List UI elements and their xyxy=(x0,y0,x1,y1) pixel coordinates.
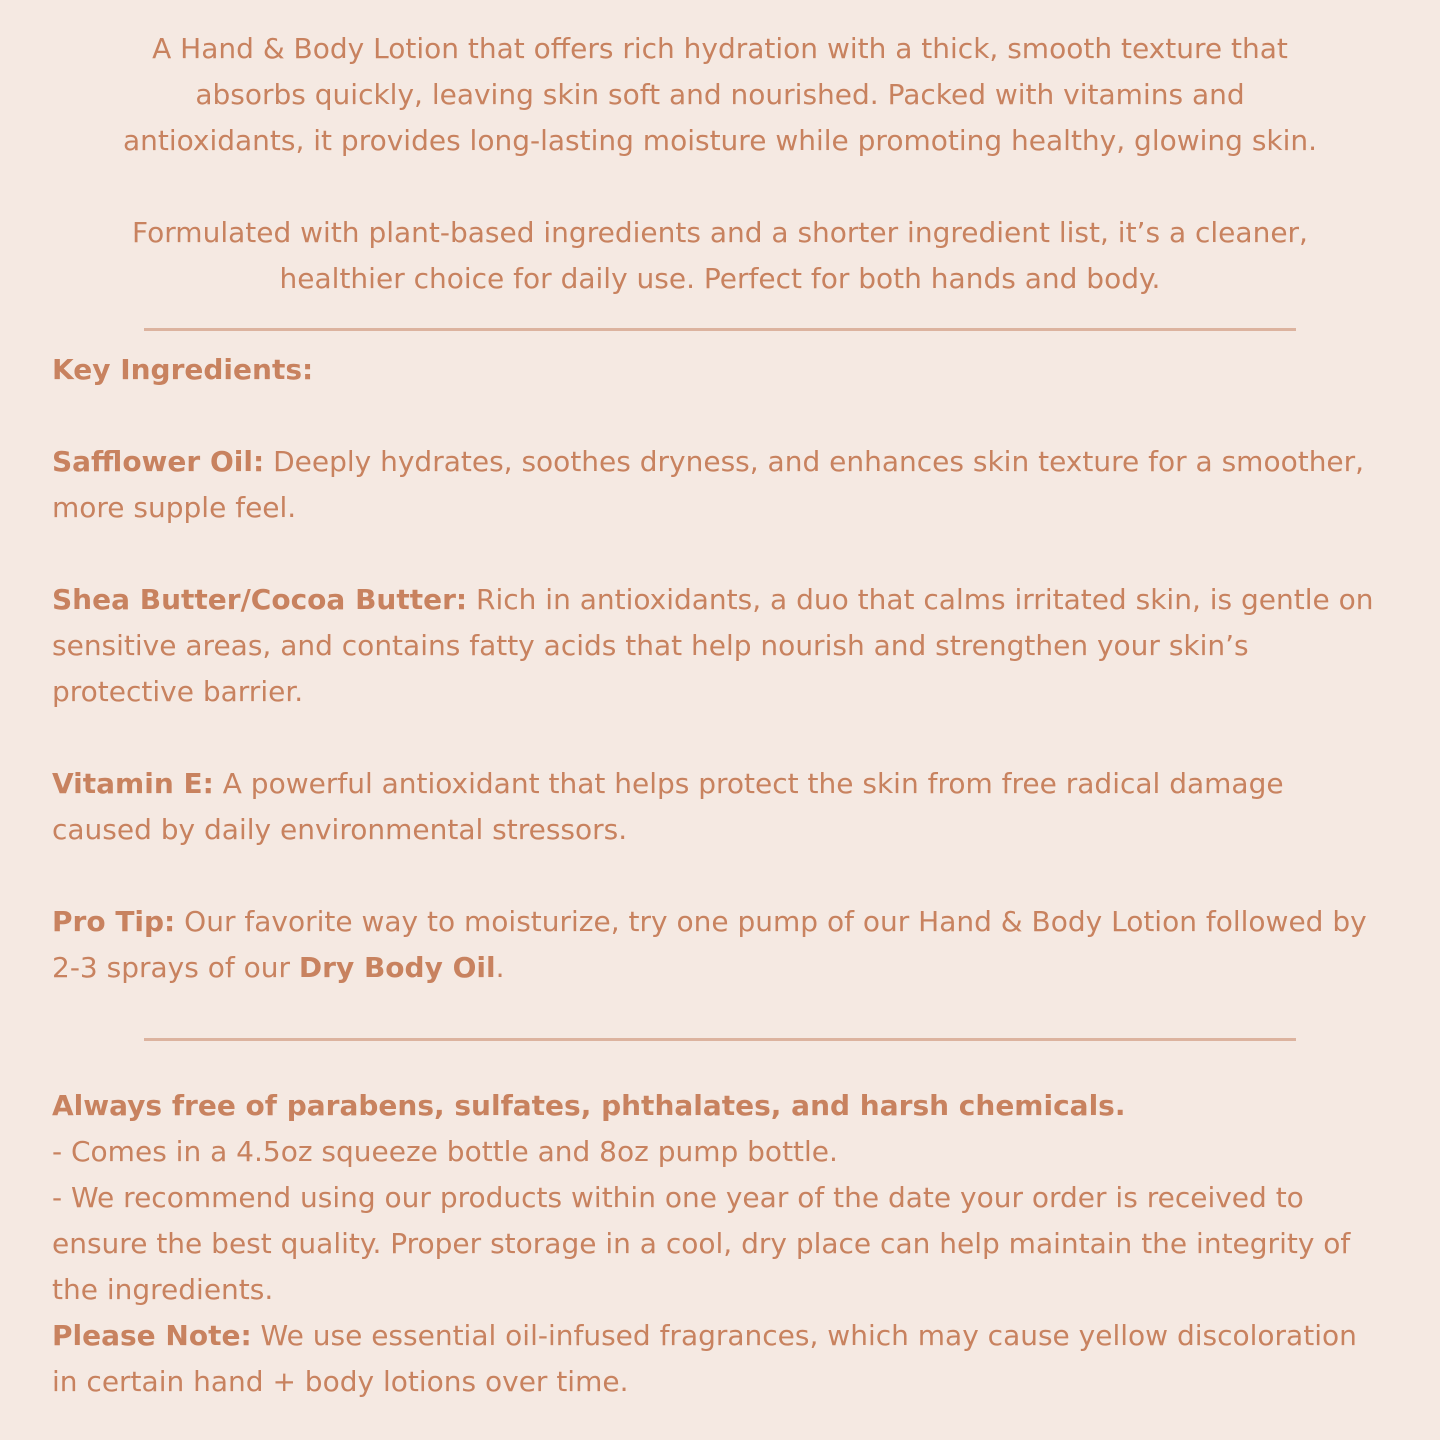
intro-paragraph-2 xyxy=(52,210,1388,302)
ingredient-vitamin-e xyxy=(52,761,1388,853)
please-note-label: Please Note: xyxy=(52,1319,252,1352)
ingredient-description: Rich in antioxidants, a duo that calms irritated skin, is gentle on sensitive areas, and contains fatty acids that help nourish and strengthen your skin’s protective barrier. xyxy=(52,583,1374,708)
intro-line: A Hand & Body Lotion that offers rich hydration with a thick, smooth texture that xyxy=(152,32,1288,65)
intro-line: healthier choice for daily use. Perfect for both hands and body. xyxy=(279,262,1161,295)
intro-line: antioxidants, it provides long-lasting moisture while promoting healthy, glowing skin. xyxy=(122,124,1318,157)
please-note xyxy=(52,1313,1388,1405)
intro-section xyxy=(52,26,1388,302)
ingredient-safflower-oil xyxy=(52,439,1388,531)
pro-tip-end: . xyxy=(495,951,505,984)
intro-line: Formulated with plant-based ingredients and a shorter ingredient list, it’s a cleaner, xyxy=(132,216,1308,249)
pro-tip-label: Pro Tip: xyxy=(52,905,176,938)
divider-bottom xyxy=(144,1038,1296,1041)
ingredient-description: A powerful antioxidant that helps protect the skin from free radical damage caused by daily environmental stressors. xyxy=(52,767,1284,846)
divider-top xyxy=(144,328,1296,331)
spacer xyxy=(52,393,1388,439)
pro-tip-text: Our favorite way to moisturize, try one pump of our Hand & Body Lotion followed by 2-3 sprays of our xyxy=(52,905,1367,984)
spacer xyxy=(52,531,1388,577)
pro-tip xyxy=(52,899,1388,991)
spacer xyxy=(52,715,1388,761)
ingredient-shea-cocoa-butter xyxy=(52,577,1388,715)
ingredient-description: Deeply hydrates, soothes dryness, and enhances skin texture for a smoother, more supple feel. xyxy=(52,445,1365,524)
details-section xyxy=(52,1083,1388,1405)
key-ingredients-heading: Key Ingredients: xyxy=(52,353,314,386)
ingredients-section xyxy=(52,347,1388,991)
ingredient-label: Vitamin E: xyxy=(52,767,214,800)
shelf-life-bullet: - We recommend using our products within one year of the date your order is received to ensure the best quality. Proper storage in a cool, dry place can help maintain the integrity of the ingredients. xyxy=(52,1181,1351,1306)
dry-body-oil-link[interactable]: Dry Body Oil xyxy=(298,951,496,984)
intro-line: absorbs quickly, leaving skin soft and nourished. Packed with vitamins and xyxy=(195,78,1245,111)
ingredient-label: Safflower Oil: xyxy=(52,445,265,478)
free-of-statement: Always free of parabens, sulfates, phthalates, and harsh chemicals. xyxy=(52,1089,1126,1122)
bottle-sizes-bullet: - Comes in a 4.5oz squeeze bottle and 8oz pump bottle. xyxy=(52,1135,838,1168)
intro-paragraph-1 xyxy=(52,26,1388,164)
spacer xyxy=(52,853,1388,899)
please-note-text: We use essential oil-infused fragrances, which may cause yellow discoloration in certain hand + body lotions over time. xyxy=(52,1319,1357,1398)
spacer xyxy=(52,164,1388,210)
ingredient-label: Shea Butter/Cocoa Butter: xyxy=(52,583,468,616)
